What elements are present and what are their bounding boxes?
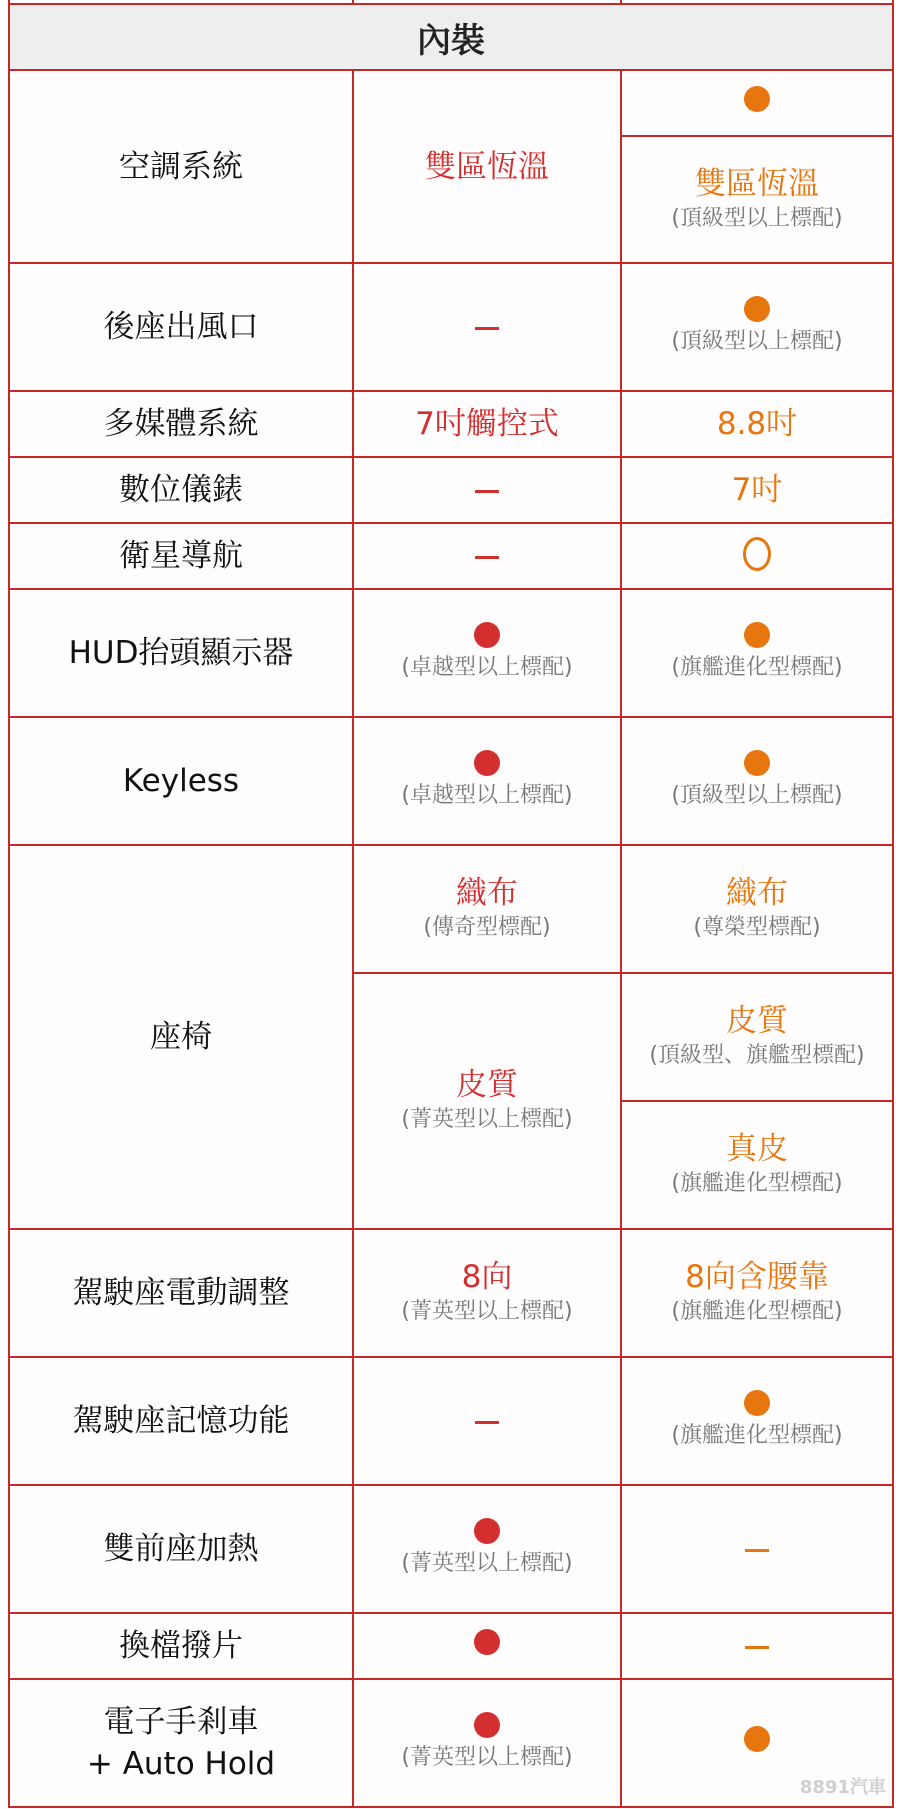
row-label-keyless: Keyless bbox=[9, 717, 353, 845]
ac-col3-value: 雙區恆溫 bbox=[695, 165, 819, 202]
table-row bbox=[9, 845, 893, 973]
media-col3 bbox=[621, 391, 893, 457]
seats-col3-a-note: (尊榮型標配) bbox=[693, 915, 821, 940]
interior-spec-table bbox=[8, 0, 894, 1808]
row-label-media: 多媒體系統 bbox=[9, 391, 353, 457]
keyless-col3-note: (頂級型以上標配) bbox=[671, 783, 843, 808]
hud-col3 bbox=[621, 589, 893, 717]
red-dot-icon bbox=[474, 1629, 500, 1655]
table-row bbox=[9, 391, 893, 457]
dash-icon bbox=[475, 490, 499, 493]
media-col2-value: 7吋觸控式 bbox=[415, 406, 559, 442]
seats-col2-a bbox=[353, 845, 621, 973]
table-row bbox=[9, 263, 893, 391]
seats-col3-a bbox=[621, 845, 893, 973]
orange-dot-icon bbox=[744, 1390, 770, 1416]
table-row bbox=[9, 523, 893, 589]
table-row bbox=[9, 717, 893, 845]
seats-col3-b-value: 皮質 bbox=[726, 1003, 788, 1039]
row-label-memory: 駕駛座記憶功能 bbox=[9, 1357, 353, 1485]
dash-icon bbox=[745, 1646, 769, 1649]
row-label-paddle: 換檔撥片 bbox=[9, 1613, 353, 1679]
table-row bbox=[9, 1229, 893, 1357]
table-row bbox=[9, 1485, 893, 1613]
table-row bbox=[9, 70, 893, 136]
nav-col3 bbox=[621, 523, 893, 589]
orange-dot-icon bbox=[744, 1726, 770, 1752]
cluster-col3 bbox=[621, 457, 893, 523]
row-label-power-seat: 駕駛座電動調整 bbox=[9, 1229, 353, 1357]
section-title: 內裝 bbox=[9, 4, 893, 70]
seats-col3-a-value: 織布 bbox=[726, 875, 788, 911]
seats-col2-b bbox=[353, 973, 621, 1229]
power-seat-col3-value: 8向含腰靠 bbox=[685, 1259, 829, 1295]
red-dot-icon bbox=[474, 750, 500, 776]
nav-col2 bbox=[353, 523, 621, 589]
dash-icon bbox=[475, 327, 499, 330]
memory-col2 bbox=[353, 1357, 621, 1485]
paddle-col2 bbox=[353, 1613, 621, 1679]
watermark: 8891汽車 bbox=[799, 1777, 886, 1798]
row-label-cluster: 數位儀錶 bbox=[9, 457, 353, 523]
seats-col2-b-note: (菁英型以上標配) bbox=[401, 1107, 573, 1132]
spec-table-frame bbox=[8, 0, 892, 1809]
dash-icon bbox=[475, 556, 499, 559]
table-row bbox=[9, 589, 893, 717]
memory-col3-note: (旗艦進化型標配) bbox=[671, 1423, 843, 1448]
paddle-col3 bbox=[621, 1613, 893, 1679]
ebrake-col2 bbox=[353, 1679, 621, 1807]
ebrake-col2-note: (菁英型以上標配) bbox=[401, 1745, 573, 1770]
power-seat-col2-value: 8向 bbox=[461, 1259, 513, 1295]
cluster-col2 bbox=[353, 457, 621, 523]
media-col3-value: 8.8吋 bbox=[716, 406, 798, 442]
orange-dot-icon bbox=[744, 750, 770, 776]
keyless-col3 bbox=[621, 717, 893, 845]
orange-dot-icon bbox=[744, 622, 770, 648]
ac-col2 bbox=[353, 70, 621, 263]
hollow-circle-icon bbox=[743, 537, 771, 571]
rear-vent-col3-note: (頂級型以上標配) bbox=[671, 329, 843, 354]
heat-col2-note: (菁英型以上標配) bbox=[401, 1551, 573, 1576]
orange-dot-icon bbox=[744, 296, 770, 322]
rear-vent-col3 bbox=[621, 263, 893, 391]
orange-dot-icon bbox=[744, 86, 770, 112]
seats-col3-b bbox=[621, 973, 893, 1101]
power-seat-col3 bbox=[621, 1229, 893, 1357]
hud-col3-note: (旗艦進化型標配) bbox=[671, 655, 843, 680]
power-seat-col3-note: (旗艦進化型標配) bbox=[671, 1299, 843, 1324]
seats-col3-c-note: (旗艦進化型標配) bbox=[671, 1171, 843, 1196]
media-col2 bbox=[353, 391, 621, 457]
row-label-seats: 座椅 bbox=[9, 845, 353, 1229]
row-label-ebrake bbox=[9, 1679, 353, 1807]
row-label-ac: 空調系統 bbox=[9, 70, 353, 263]
hud-col2-note: (卓越型以上標配) bbox=[401, 655, 573, 680]
ebrake-label-line2: + Auto Hold bbox=[86, 1746, 276, 1782]
memory-col3 bbox=[621, 1357, 893, 1485]
row-label-hud: HUD抬頭顯示器 bbox=[9, 589, 353, 717]
power-seat-col2 bbox=[353, 1229, 621, 1357]
table-row bbox=[9, 1613, 893, 1679]
heat-col2 bbox=[353, 1485, 621, 1613]
rear-vent-col2 bbox=[353, 263, 621, 391]
seats-col3-b-note: (頂級型、旗艦型標配) bbox=[649, 1043, 865, 1068]
seats-col2-b-value: 皮質 bbox=[456, 1067, 518, 1103]
ac-col3-top bbox=[621, 70, 893, 136]
section-header-row bbox=[9, 4, 893, 70]
dash-icon bbox=[745, 1549, 769, 1552]
heat-col3 bbox=[621, 1485, 893, 1613]
ebrake-label-line1: 電子手剎車 bbox=[103, 1704, 259, 1740]
row-label-rear-vent: 後座出風口 bbox=[9, 263, 353, 391]
red-dot-icon bbox=[474, 1518, 500, 1544]
red-dot-icon bbox=[474, 1712, 500, 1738]
dash-icon bbox=[475, 1421, 499, 1424]
ac-col2-value: 雙區恆溫 bbox=[425, 148, 549, 185]
seats-col2-a-note: (傳奇型標配) bbox=[423, 915, 551, 940]
table-row bbox=[9, 1679, 893, 1807]
ac-col3-bottom bbox=[621, 136, 893, 263]
table-row bbox=[9, 457, 893, 523]
keyless-col2 bbox=[353, 717, 621, 845]
row-label-nav: 衛星導航 bbox=[9, 523, 353, 589]
cluster-col3-value: 7吋 bbox=[731, 472, 783, 508]
seats-col3-c bbox=[621, 1101, 893, 1229]
hud-col2 bbox=[353, 589, 621, 717]
ac-col3-note: (頂級型以上標配) bbox=[671, 205, 843, 231]
seats-col3-c-value: 真皮 bbox=[726, 1131, 788, 1167]
power-seat-col2-note: (菁英型以上標配) bbox=[401, 1299, 573, 1324]
red-dot-icon bbox=[474, 622, 500, 648]
row-label-heat: 雙前座加熱 bbox=[9, 1485, 353, 1613]
keyless-col2-note: (卓越型以上標配) bbox=[401, 783, 573, 808]
table-row bbox=[9, 1357, 893, 1485]
seats-col2-a-value: 織布 bbox=[456, 875, 518, 911]
